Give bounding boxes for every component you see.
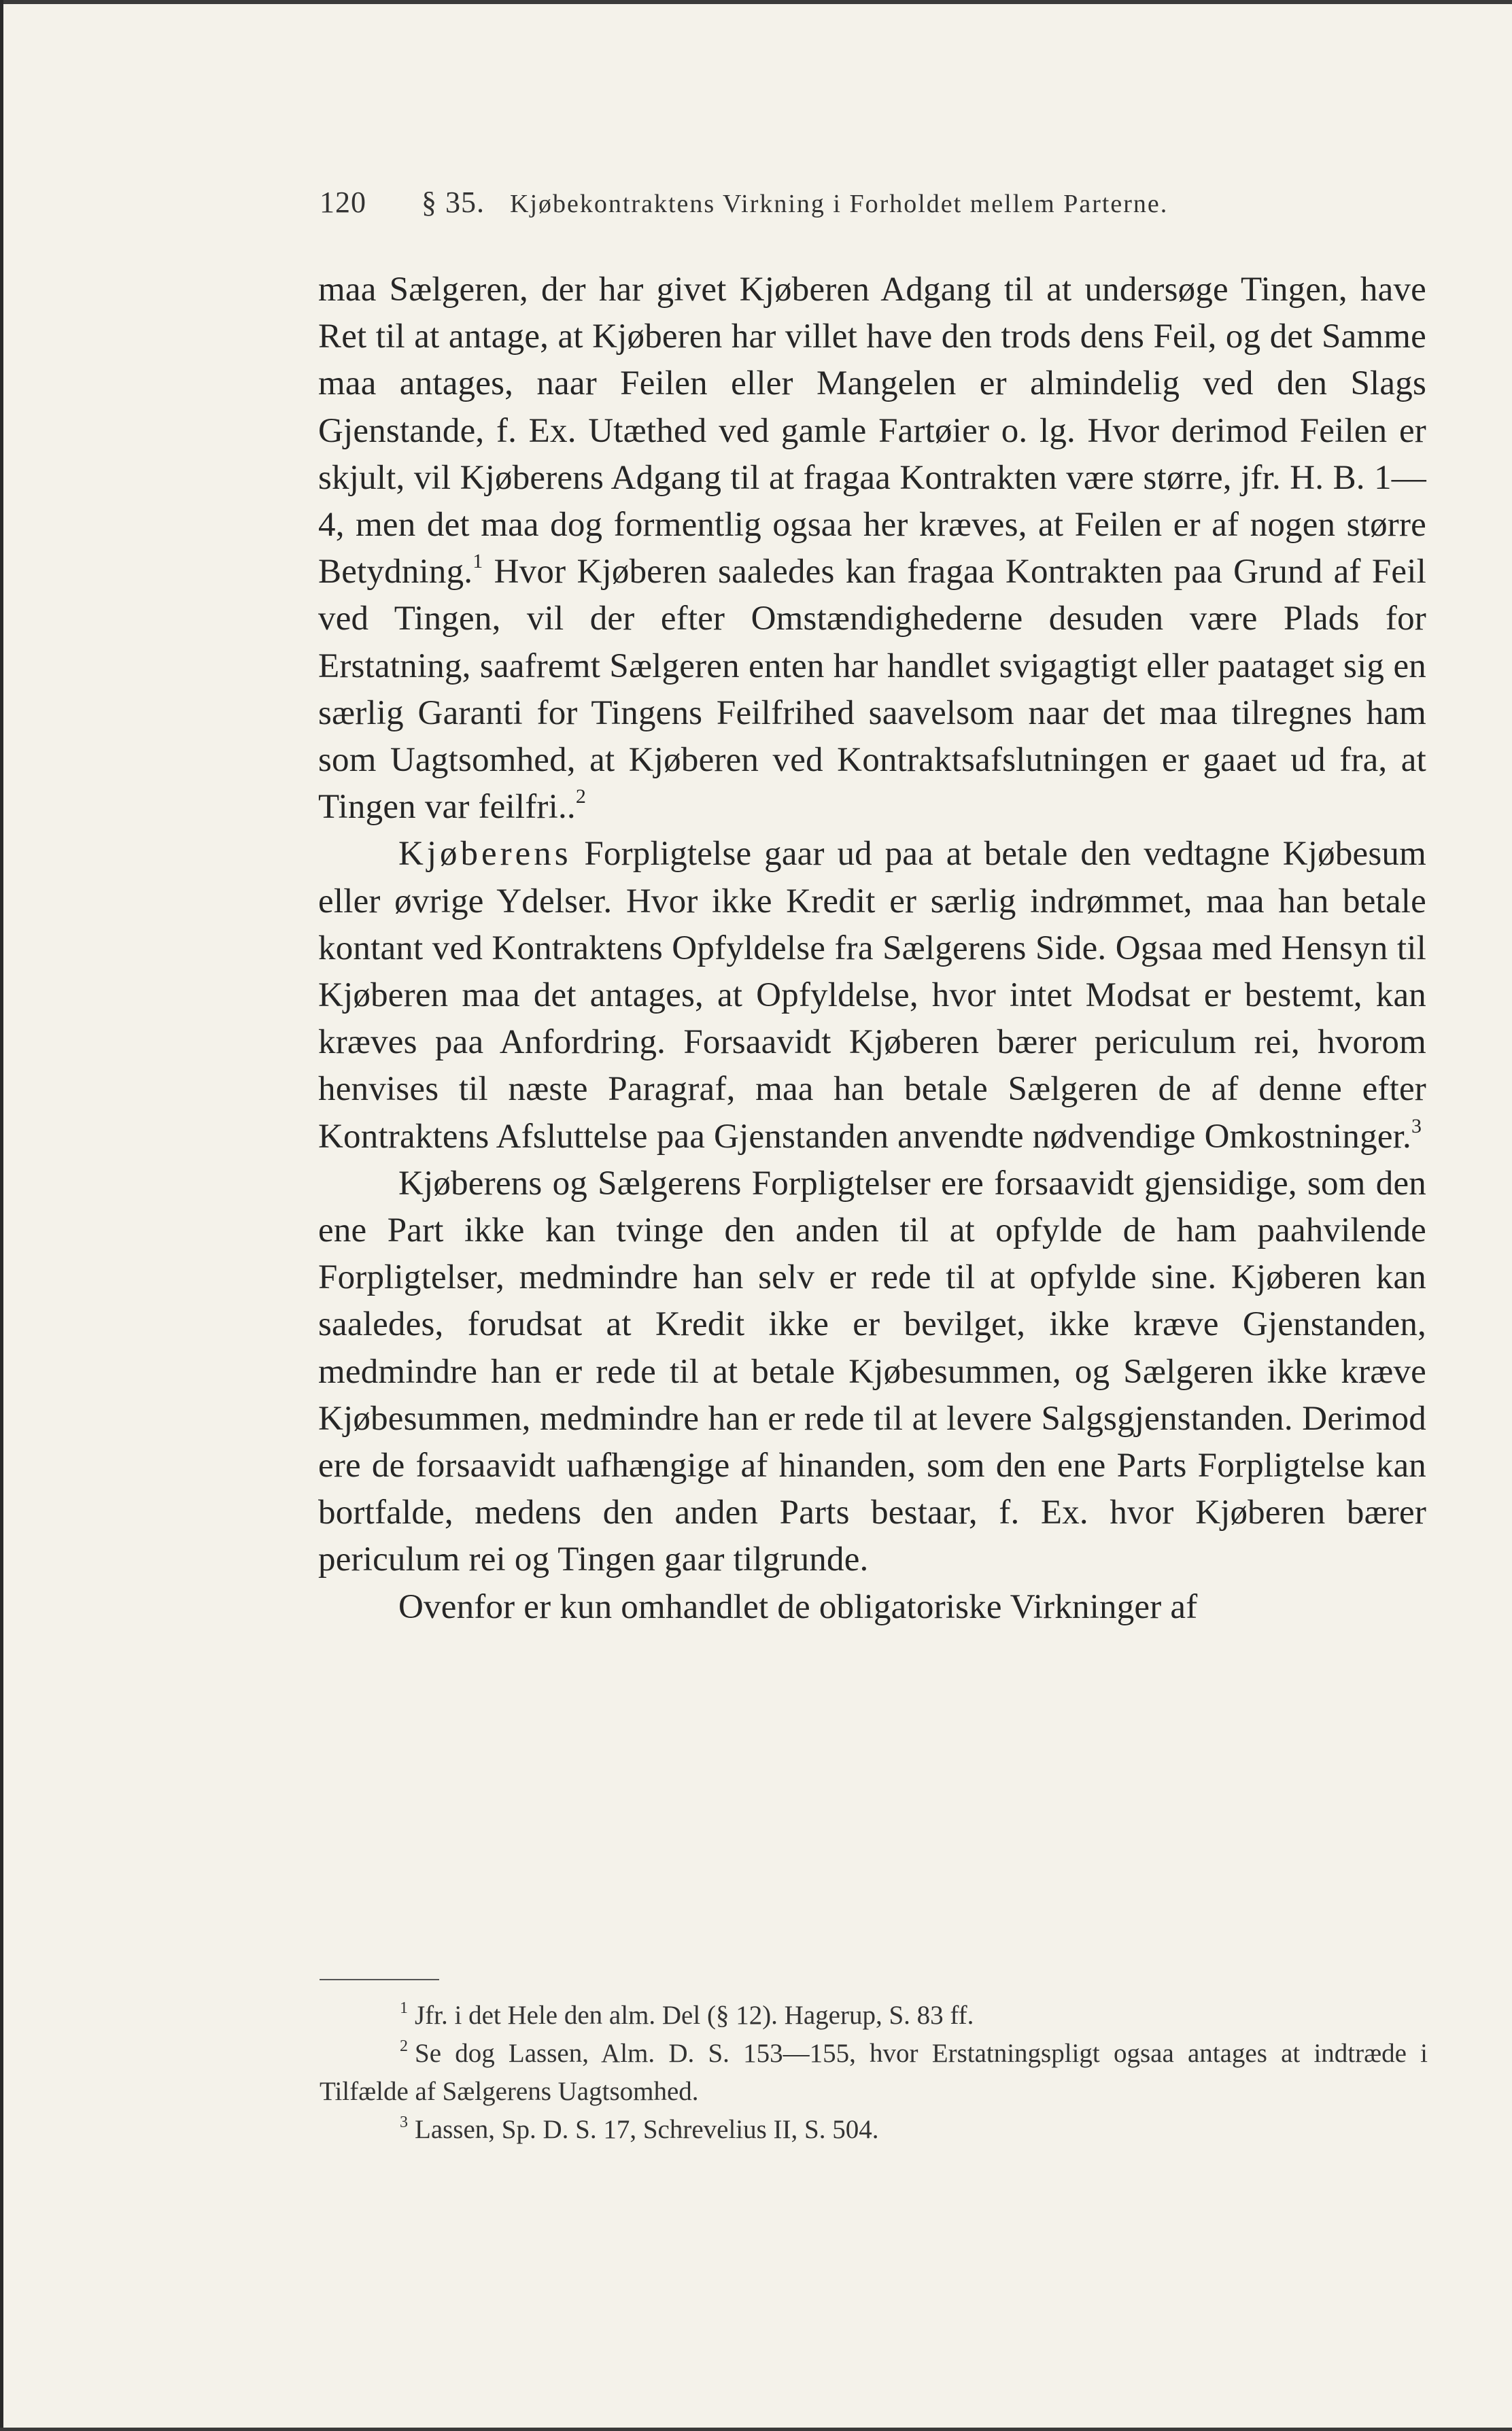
paragraph-2-text: Forpligtelse gaar ud paa at betale den vedtagne Kjøbesum eller øvrige Ydelser. Hvor ikke Kredit er særlig indrømmet, maa han betale kontant ved Kontraktens Opfyldelse fra Sælgerens Side. Ogsaa med Hensyn til Kjøberen maa det antages, at Opfyldelse, hvor intet Modsat er bestemt, kan kræves paa Anfordring. Forsaavidt Kjøberen bærer periculum rei, hvorom henvises til næste Paragraf, maa han betale Sælgeren de af denne efter Kontraktens Afsluttelse paa Gjenstanden anvendte nødvendige Omkostninger. [318, 835, 1426, 1156]
body-text [318, 266, 1426, 1631]
page-number: 120 [320, 186, 366, 219]
footnote-ref-3: 3 [1411, 1114, 1422, 1137]
section-number: § 35. [422, 186, 485, 219]
footnote-mark-1: 1 [400, 1999, 408, 2017]
page-edge-bottom [0, 2428, 1512, 2431]
footnote-mark-3: 3 [400, 2114, 408, 2131]
paragraph-2-spaced-word: Kjøberens [398, 835, 572, 874]
paragraph-1-part-b: Hvor Kjøberen saaledes kan fragaa Kontrakten paa Grund af Feil ved Tingen, vil der efter Omstændighederne desuden være Plads for Erstatning, saafremt Sælgeren enten har handlet svigagtigt eller paataget sig en særlig Garanti for Tingens Feilfrihed saavelsom naar det maa tilregnes ham som Uagtsomhed, at Kjøberen ved Kontraktsafslutningen er gaaet ud fra, at Tingen var feilfri.. [318, 553, 1426, 827]
footnote-rule [320, 1979, 439, 1980]
paragraph-4: Ovenfor er kun omhandlet de obligatoriske Virkninger af [398, 1587, 1198, 1626]
footnote-2 [320, 2035, 1428, 2111]
running-head [320, 185, 1434, 220]
footnotes [320, 1997, 1428, 2149]
footnote-3 [320, 2111, 1428, 2149]
footnote-text-2: Se dog Lassen, Alm. D. S. 153—155, hvor Erstatningspligt ogsaa antages at indtræde i Tilfælde af Sælgerens Uagtsomhed. [320, 2039, 1428, 2106]
footnote-1 [320, 1997, 1428, 2035]
footnote-text-1: Jfr. i det Hele den alm. Del (§ 12). Hagerup, S. 83 ff. [415, 2001, 974, 2030]
page-edge-top [0, 0, 1512, 4]
paragraph-1-part-a: maa Sælgeren, der har givet Kjøberen Adgang til at undersøge Tingen, have Ret til at antage, at Kjøberen har villet have den trods dens Feil, og det Samme maa antages, naar Feilen eller Mangelen er almindelig ved den Slags Gjenstande, f. Ex. Utæthed ved gamle Fartøier o. lg. Hvor derimod Feilen er skjult, vil Kjøberens Adgang til at fragaa Kontrakten være større, jfr. H. B. 1—4, men det maa dog formentlig ogsaa her kræves, at Feilen er af nogen større Betydning. [318, 271, 1426, 591]
running-title: Kjøbekontraktens Virkning i Forholdet mellem Parterne. [510, 190, 1169, 218]
paragraph-3: Kjøberens og Sælgerens Forpligtelser ere forsaavidt gjensidige, som den ene Part ikke kan tvinge den anden til at opfylde de ham paahvilende Forpligtelser, medmindre han selv er rede til at opfylde sine. Kjøberen kan saaledes, forudsat at Kredit ikke er bevilget, ikke kræve Gjenstanden, medmindre han er rede til at betale Kjøbesummen, og Sælgeren ikke kræve Kjøbesummen, medmindre han er rede til at levere Salgsgjenstanden. Derimod ere de forsaavidt uafhængige af hinanden, som den ene Parts Forpligtelse kan bortfalde, medens den anden Parts bestaar, f. Ex. hvor Kjøberen bærer periculum rei og Tingen gaar tilgrunde. [318, 1164, 1426, 1579]
paragraph-1 [318, 266, 1426, 831]
footnote-mark-2: 2 [400, 2037, 408, 2055]
paragraph-2 [318, 831, 1426, 1160]
footnote-ref-2: 2 [575, 785, 587, 808]
footnote-ref-1: 1 [472, 550, 483, 573]
footnote-text-3: Lassen, Sp. D. S. 17, Schrevelius II, S. 504. [415, 2115, 879, 2144]
page-edge-left [0, 0, 3, 2431]
